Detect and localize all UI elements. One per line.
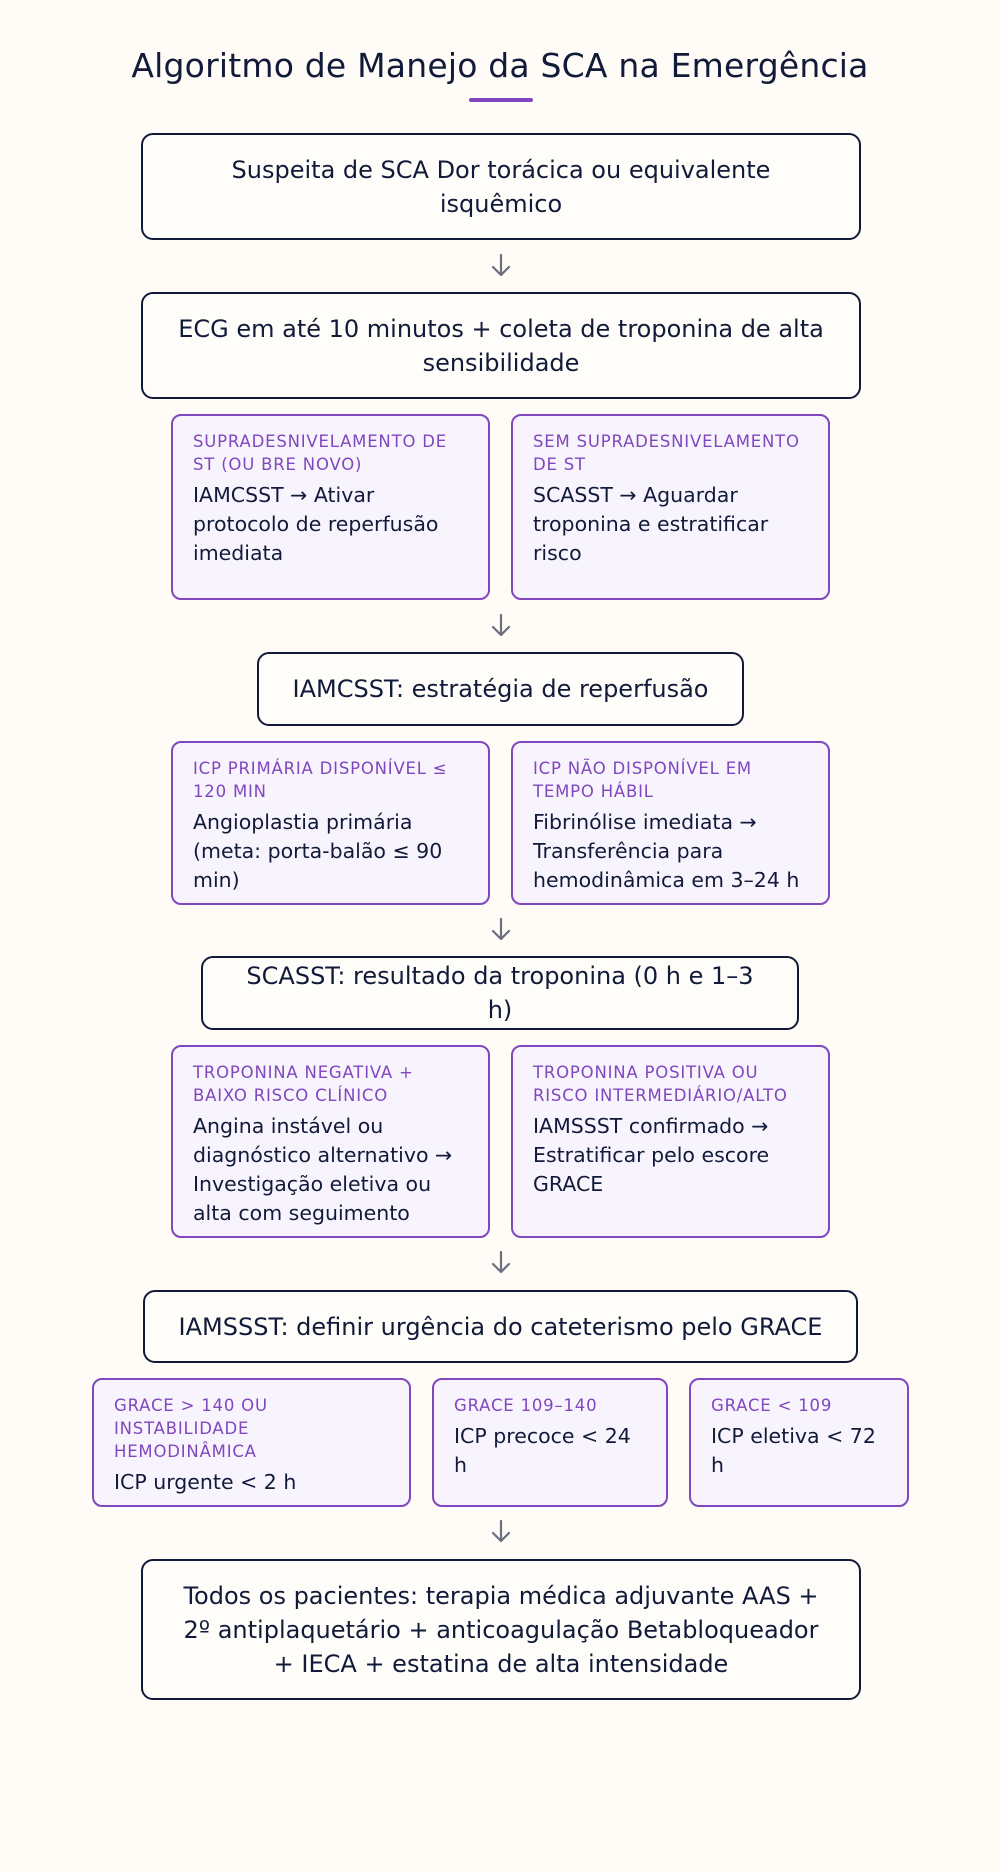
branch-icp-nao-disponivel xyxy=(511,741,830,905)
branch-description: ICP eletiva < 72 h xyxy=(711,1424,876,1477)
branch-condition: GRACE < 109 xyxy=(711,1396,833,1415)
node-todos-pacientes-text: Todos os pacientes: terapia médica adjuvante AAS + 2º antiplaquetário + anticoagulação Betabloqueador + IECA + estatina de alta intensidade xyxy=(183,1581,819,1678)
node-suspeita-sca xyxy=(141,133,861,240)
node-iamcsst-estrategia xyxy=(257,652,744,726)
branch-description: IAMCSST → Ativar protocolo de reperfusão imediata xyxy=(193,483,439,565)
page-title: Algoritmo de Manejo da SCA na Emergência xyxy=(131,46,869,85)
branch-sem-supra-st xyxy=(511,414,830,600)
branch-description: Angina instável ou diagnóstico alternativo → Investigação eletiva ou alta com seguimento xyxy=(193,1114,453,1225)
node-ecg xyxy=(141,292,861,399)
arrow-down-icon xyxy=(489,1518,513,1546)
branch-condition: ICP NÃO DISPONÍVEL EM TEMPO HÁBIL xyxy=(533,759,752,801)
arrow-down-icon xyxy=(489,1249,513,1277)
arrow-down-icon xyxy=(489,916,513,944)
branch-condition: ICP PRIMÁRIA DISPONÍVEL ≤ 120 MIN xyxy=(193,759,448,801)
branch-condition: SEM SUPRADESNIVELAMENTO DE ST xyxy=(533,432,800,474)
branch-troponina-negativa xyxy=(171,1045,490,1238)
branch-grace-baixo xyxy=(689,1378,909,1507)
node-iamcsst-estrategia-text: IAMCSST: estratégia de reperfusão xyxy=(292,675,709,703)
branch-condition: TROPONINA NEGATIVA + BAIXO RISCO CLÍNICO xyxy=(193,1063,414,1105)
branch-grace-alto xyxy=(92,1378,411,1507)
node-scasst-troponina-text: SCASST: resultado da troponina (0 h e 1–3 h) xyxy=(246,962,754,1024)
branch-icp-primaria xyxy=(171,741,490,905)
branch-description: SCASST → Aguardar troponina e estratificar risco xyxy=(533,483,769,565)
node-suspeita-sca-text: Suspeita de SCA Dor torácica ou equivalente isquêmico xyxy=(231,155,771,218)
branch-description: Angioplastia primária (meta: porta-balão ≤ 90 min) xyxy=(193,810,443,892)
branch-grace-intermediario xyxy=(432,1378,668,1507)
branch-condition: SUPRADESNIVELAMENTO DE ST (OU BRE NOVO) xyxy=(193,432,448,474)
node-todos-pacientes xyxy=(141,1559,861,1700)
branch-condition: TROPONINA POSITIVA OU RISCO INTERMEDIÁRIO/ALTO xyxy=(533,1063,788,1105)
branch-troponina-positiva xyxy=(511,1045,830,1238)
node-iamssst-grace xyxy=(143,1290,858,1363)
node-ecg-text: ECG em até 10 minutos + coleta de troponina de alta sensibilidade xyxy=(178,314,824,377)
branch-description: ICP urgente < 2 h xyxy=(114,1470,297,1494)
arrow-down-icon xyxy=(489,612,513,640)
node-scasst-troponina xyxy=(201,956,799,1030)
branch-description: ICP precoce < 24 h xyxy=(454,1424,631,1477)
branch-supra-st xyxy=(171,414,490,600)
branch-description: Fibrinólise imediata → Transferência para hemodinâmica em 3–24 h xyxy=(533,810,800,892)
arrow-down-icon xyxy=(489,252,513,280)
branch-condition: GRACE > 140 OU INSTABILIDADE HEMODINÂMICA xyxy=(114,1396,268,1461)
branch-condition: GRACE 109–140 xyxy=(454,1396,598,1415)
node-iamssst-grace-text: IAMSSST: definir urgência do cateterismo pelo GRACE xyxy=(178,1312,823,1341)
title-underline xyxy=(469,98,533,102)
branch-description: IAMSSST confirmado → Estratificar pelo escore GRACE xyxy=(533,1114,770,1196)
